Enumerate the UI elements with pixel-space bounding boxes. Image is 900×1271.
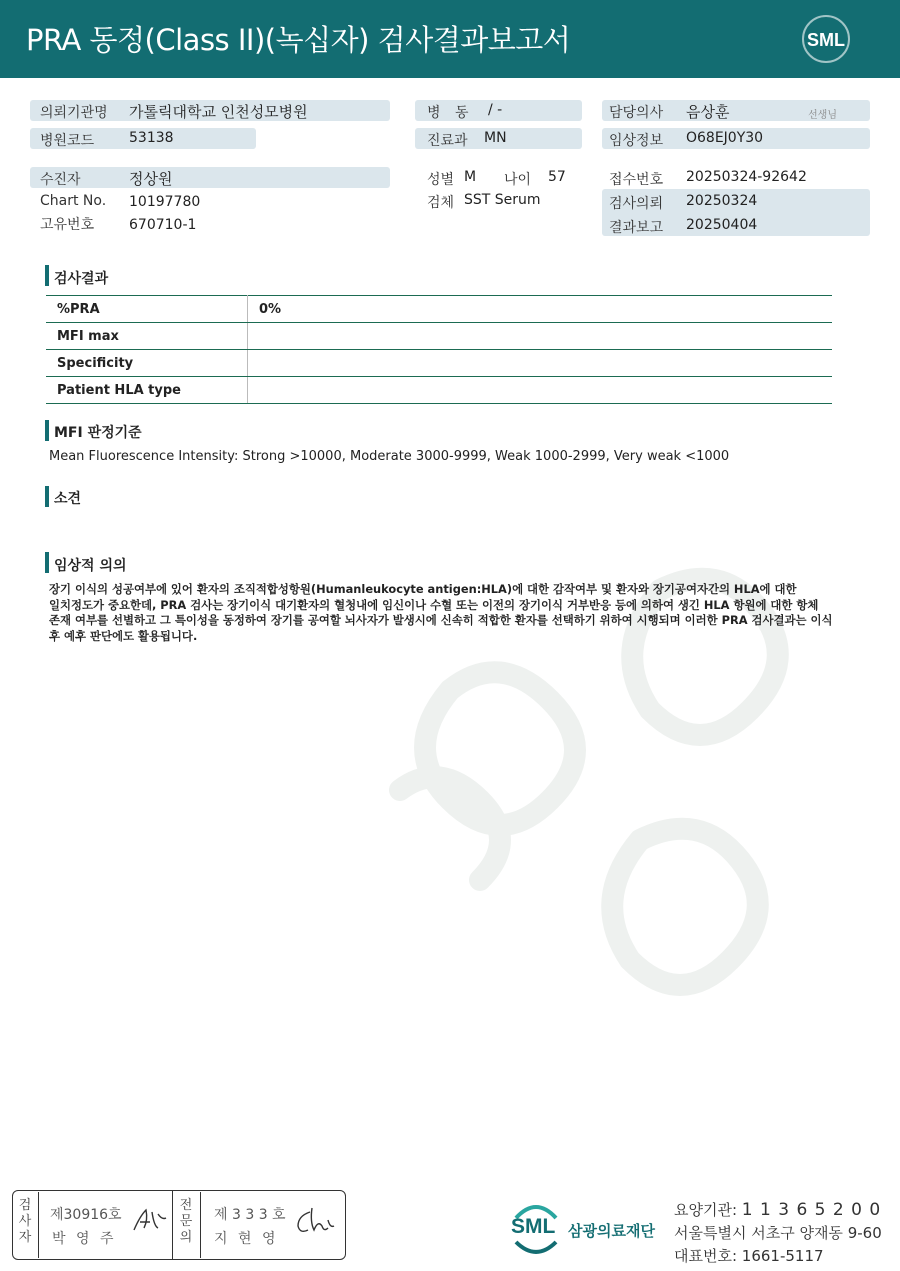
result-key: MFI max [46, 323, 248, 350]
patient-value: 정상원 [129, 170, 173, 188]
ward-value: / - [488, 102, 503, 118]
specialist-label: 전 문 의 [179, 1198, 193, 1245]
specialist-signature-icon [294, 1206, 338, 1238]
patient-label: 수진자 [40, 172, 81, 188]
dept-value: MN [484, 130, 507, 146]
mfi-section-title: MFI 판정기준 [54, 425, 142, 441]
clinical-info-label: 임상정보 [609, 133, 664, 149]
result-key: %PRA [46, 296, 248, 323]
divider [200, 1192, 201, 1258]
result-value [248, 377, 833, 404]
mfi-criteria-text: Mean Fluorescence Intensity: Strong >10000, Moderate 3000-9999, Weak 1000-2999, Very weak <1000 [49, 449, 730, 464]
results-section-marker [45, 265, 49, 286]
examiner-signature-icon [130, 1204, 170, 1236]
age-value: 57 [548, 169, 566, 185]
footer-org-name: 삼광의료재단 [568, 1222, 655, 1240]
doctor-label: 담당의사 [609, 105, 664, 121]
specialist-license: 제 3 3 3 호 [214, 1207, 286, 1223]
result-value [248, 323, 833, 350]
footer-code-label: 요양기관: [674, 1201, 738, 1219]
requester-value: 가톨릭대학교 인천성모병원 [129, 103, 308, 121]
uid-label: 고유번호 [40, 217, 95, 233]
report-date-value: 20250404 [686, 217, 758, 233]
clinical-section-marker [45, 552, 49, 573]
footer-code-row [674, 1199, 881, 1220]
footer-code-value: 1 1 3 6 5 2 0 0 [741, 1200, 882, 1220]
examiner-name: 박 영 주 [52, 1231, 114, 1247]
ward-label: 병 동 [427, 105, 469, 121]
clinical-paragraph [49, 582, 869, 644]
clinical-section-title: 임상적 의의 [54, 558, 127, 574]
report-date-label: 결과보고 [609, 220, 664, 236]
paragraph-line: 후 예후 판단에도 활용됩니다. [49, 628, 198, 643]
examiner-label: 검 사 자 [18, 1198, 32, 1245]
sex-value: M [464, 169, 477, 185]
sex-label: 성별 [427, 172, 455, 188]
paragraph-line: 장기 이식의 성공여부에 있어 환자의 조직적합성항원(Humanleukocyte antigen:HLA)에 대한 감작여부 및 환자와 장기공여자간의 HLA에 대한 [49, 582, 797, 596]
footer-phone-value: 1661-5117 [741, 1247, 824, 1265]
specimen-value: SST Serum [464, 192, 541, 208]
footer-phone-row [674, 1245, 824, 1266]
examiner-license: 제30916호 [50, 1207, 122, 1223]
result-key: Patient HLA type [46, 377, 248, 404]
table-row [46, 323, 832, 350]
report-title: PRA 동정(Class II)(녹십자) 검사결과보고서 [26, 23, 571, 57]
doctor-suffix: 선생님 [808, 110, 837, 121]
receipt-value: 20250324-92642 [686, 169, 807, 185]
mfi-section-marker [45, 420, 49, 441]
table-row [46, 296, 832, 323]
test-request-value: 20250324 [686, 193, 758, 209]
sml-logo-icon [800, 14, 852, 64]
uid-value: 670710-1 [129, 217, 197, 233]
svg-text:SML: SML [807, 30, 845, 50]
clinical-info-value: O68EJ0Y30 [686, 130, 764, 146]
paragraph-line: 일치정도가 중요한데, PRA 검사는 장기이식 대기환자의 혈청내에 임신이나 수혈 또는 이전의 장기이식 거부반응 등에 의하여 생긴 HLA 항원에 대한 항체 [49, 597, 819, 612]
result-value [248, 350, 833, 377]
result-key: Specificity [46, 350, 248, 377]
specimen-label: 검체 [427, 195, 455, 211]
opinion-section-marker [45, 486, 49, 507]
table-row [46, 377, 832, 404]
hospital-code-label: 병원코드 [40, 133, 95, 149]
chart-label: Chart No. [40, 193, 107, 209]
test-request-label: 검사의뢰 [609, 196, 664, 212]
dept-label: 진료과 [427, 133, 468, 149]
footer-address: 서울특별시 서초구 양재동 9-60 [674, 1224, 882, 1242]
specialist-name: 지 현 영 [214, 1231, 276, 1247]
table-row [46, 350, 832, 377]
chart-value: 10197780 [129, 194, 201, 210]
divider [172, 1190, 173, 1259]
patient-row [30, 167, 390, 188]
receipt-label: 접수번호 [609, 172, 664, 188]
paragraph-line: 존재 여부를 선별하고 그 특이성을 동정하여 장기를 공여할 뇌사자가 발생시에 신속히 적합한 환자를 선택하기 위하여 시행되며 이러한 PRA 검사결과는 이식 [49, 613, 833, 627]
results-table [46, 295, 832, 404]
result-value: 0% [248, 296, 833, 323]
footer-phone-label: 대표번호: [674, 1247, 738, 1265]
footer-logo-text: SML [511, 1215, 556, 1238]
requester-label: 의뢰기관명 [40, 105, 108, 121]
age-label: 나이 [504, 172, 532, 188]
divider [38, 1192, 39, 1258]
doctor-value: 음상훈 [686, 103, 730, 121]
opinion-section-title: 소견 [54, 491, 82, 507]
hospital-code-value: 53138 [129, 130, 174, 146]
results-section-title: 검사결과 [54, 271, 109, 287]
